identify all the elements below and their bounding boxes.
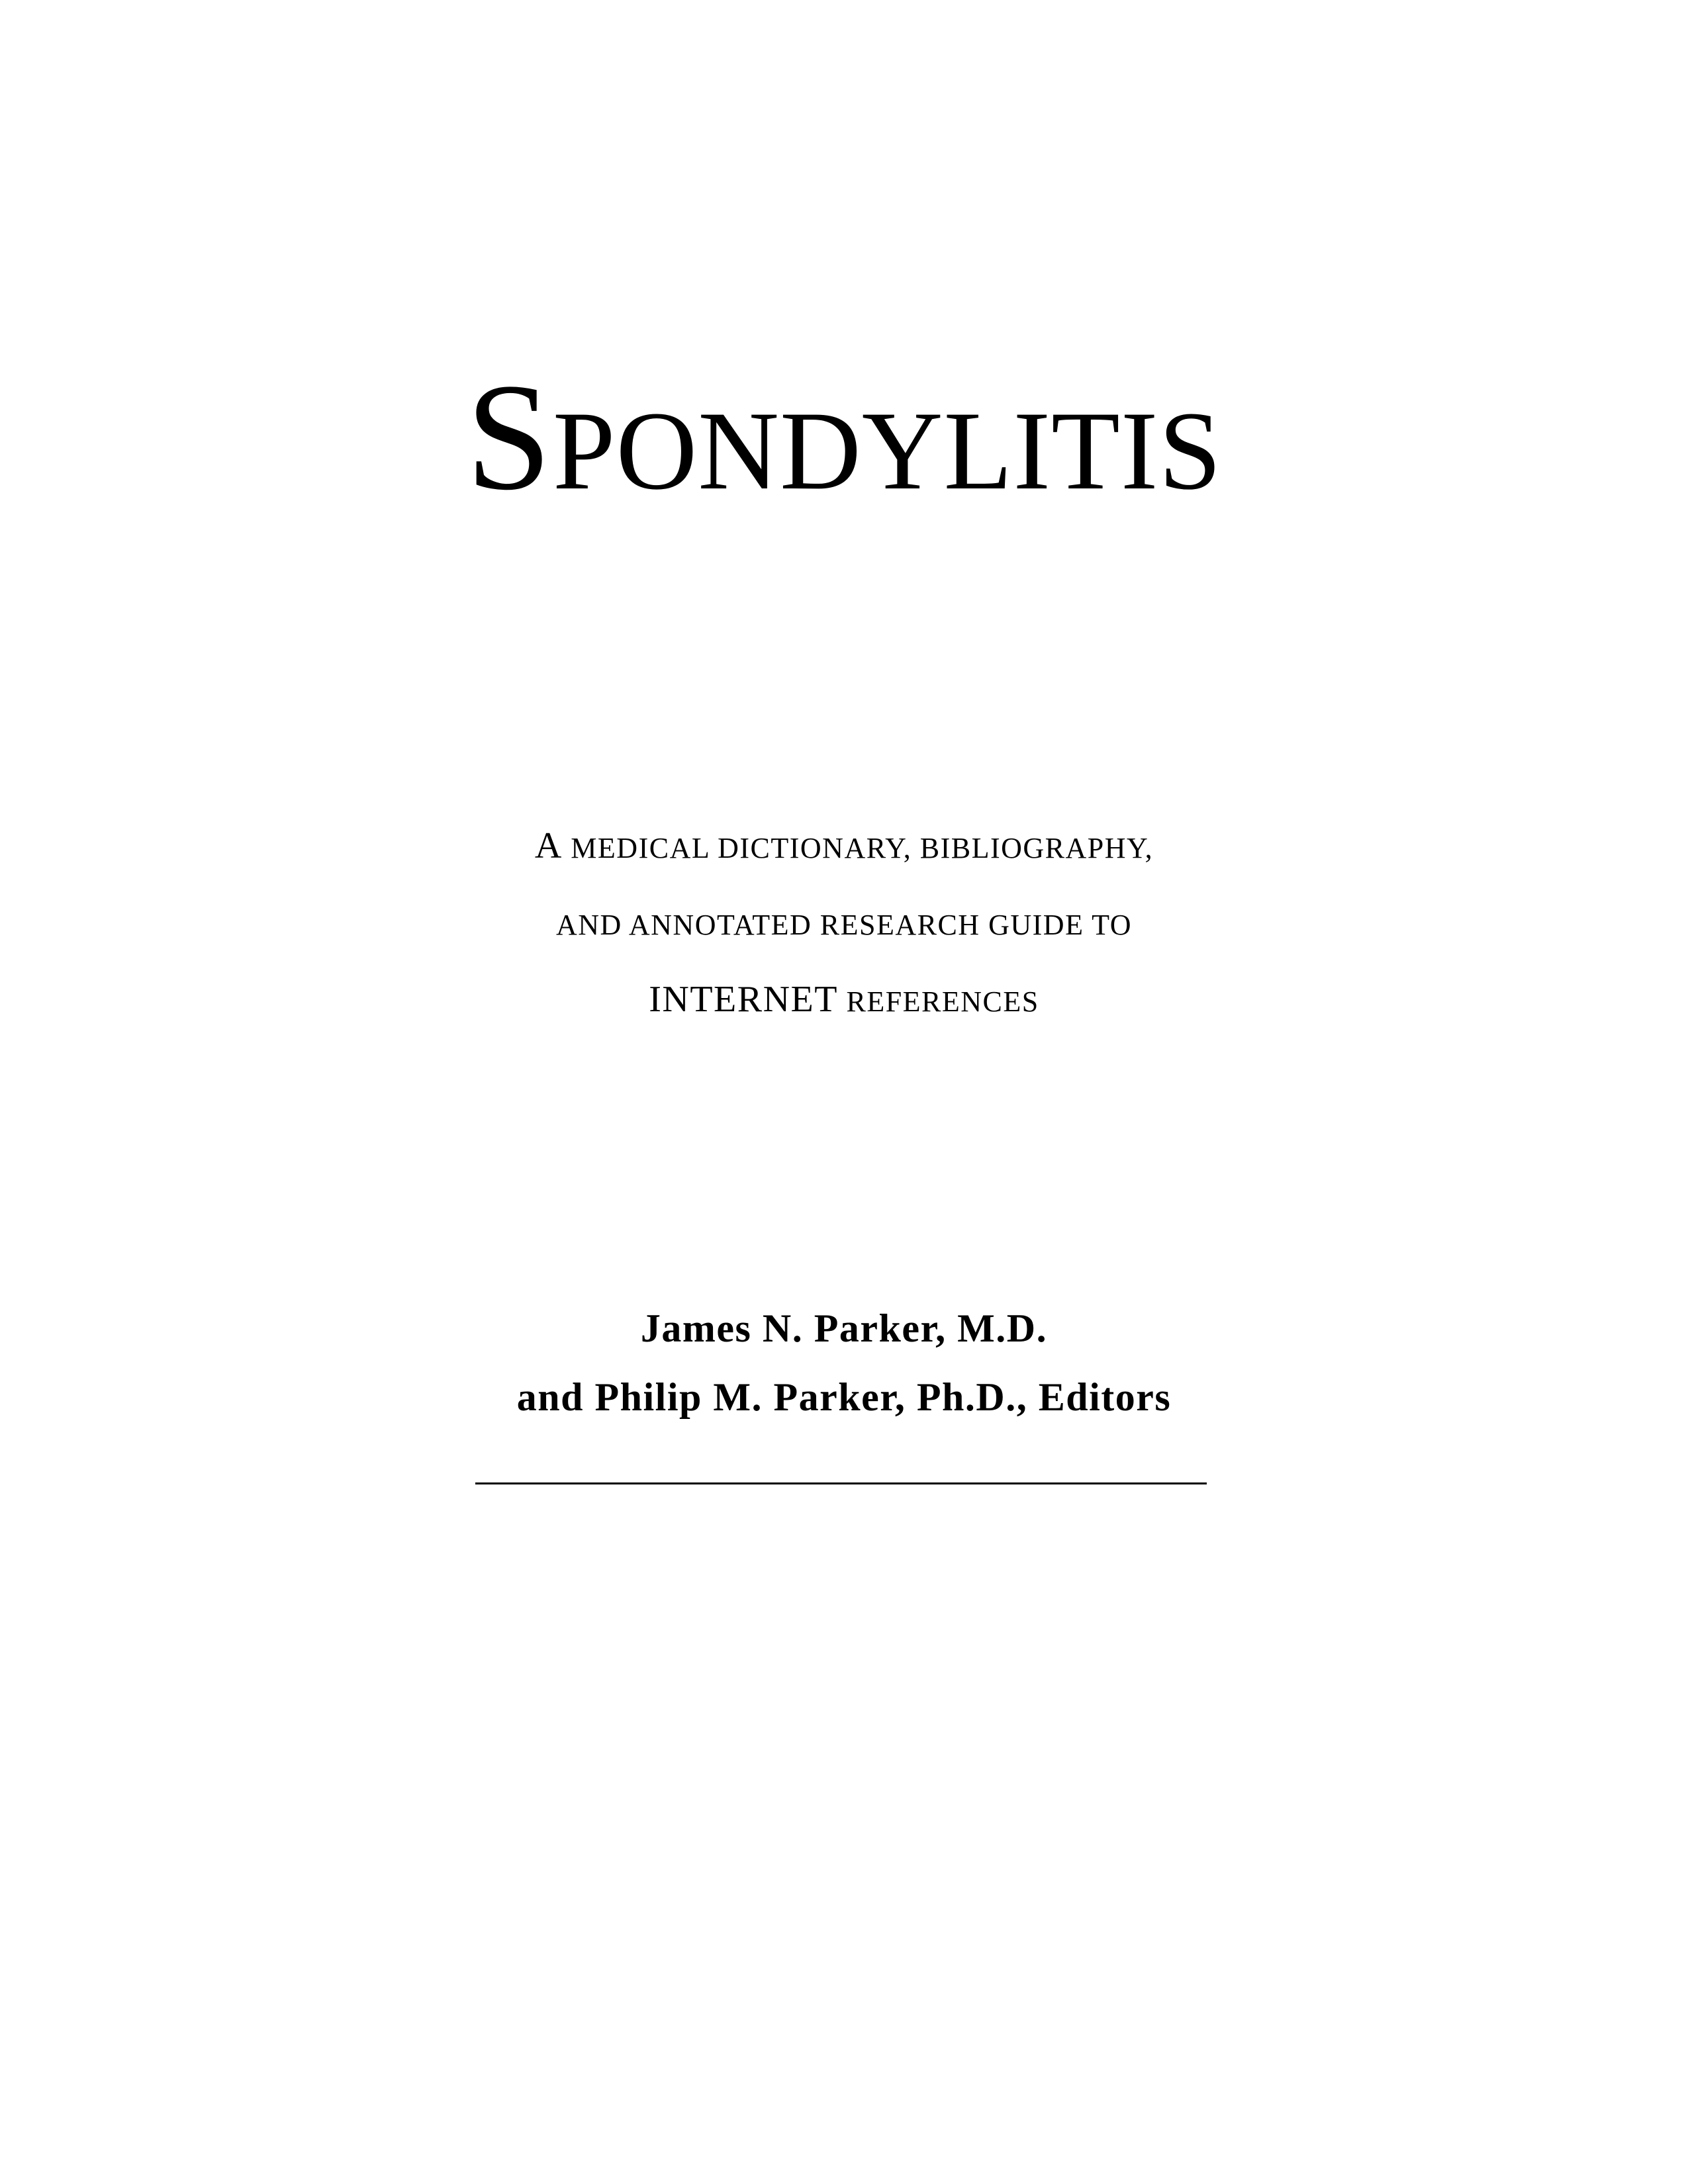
subtitle-line-1 [0,809,1688,886]
subtitle-line-1-rest: MEDICAL DICTIONARY, BIBLIOGRAPHY, [562,832,1154,864]
subtitle-line-3 [0,962,1688,1039]
author-line-1: James N. Parker, M.D. [640,1306,1048,1350]
subtitle-line-1-lead: A [534,825,563,866]
subtitle-line-3-lead: INTERNET [649,979,838,1020]
subtitle [0,809,1688,1039]
subtitle-line-2-lead: AND [555,909,622,941]
authors [0,1294,1688,1432]
subtitle-line-2-rest: ANNOTATED RESEARCH GUIDE TO [622,909,1133,941]
book-title-first-letter: S [465,352,553,522]
author-line-2: and Philip M. Parker, Ph.D., Editors [516,1375,1172,1419]
subtitle-line-2 [0,886,1688,962]
subtitle-line-3-rest: REFERENCES [837,985,1039,1018]
book-title-remainder: PONDYLITIS [552,388,1223,513]
emblem-row [0,1099,1688,1264]
page-title [0,352,1688,522]
book-title [0,352,1688,522]
divider-bottom [475,1482,1207,1484]
